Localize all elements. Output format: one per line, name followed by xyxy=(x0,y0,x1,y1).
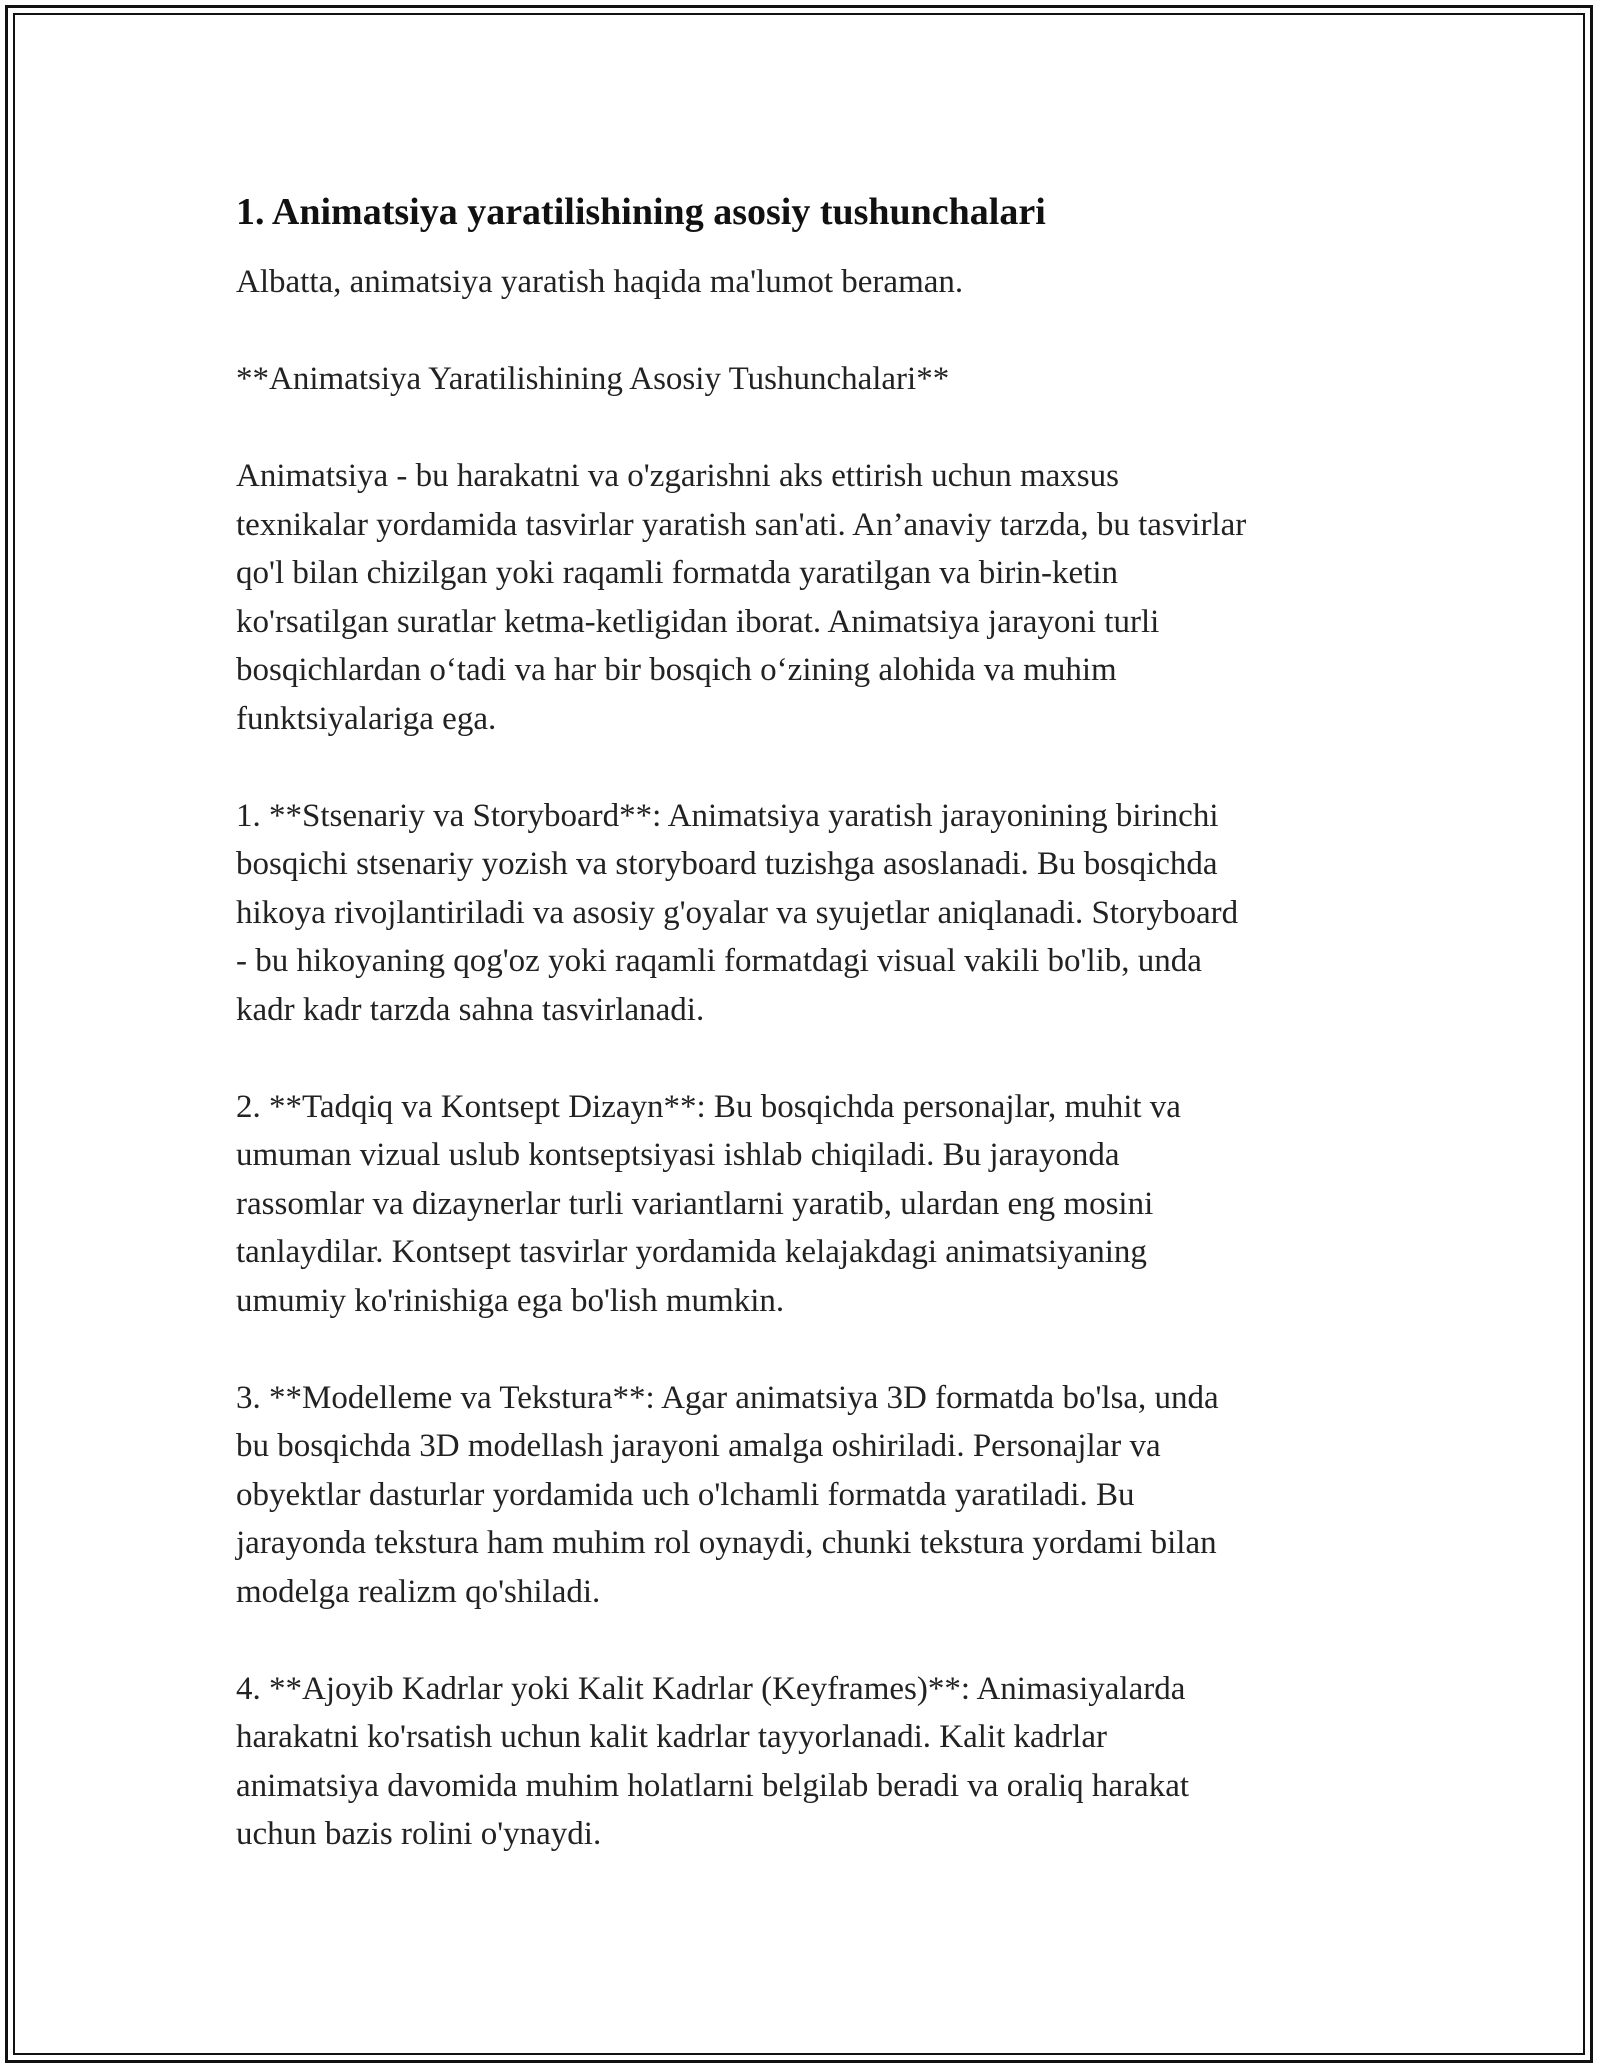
step-1-paragraph: 1. **Stsenariy va Storyboard**: Animatsiya yaratish jarayonining birinchi bosqichi stsenariy yozish va storyboard tuzishga asoslanadi. Bu bosqichda hikoya rivojlantiriladi va asosiy g'oyalar va syujetlar aniqlanadi. Storyboard - bu hikoyaning qog'oz yoki raqamli formatdagi visual vakili bo'lib, unda kadr kadr tarzda sahna tasvirlanadi. xyxy=(236,797,1239,1028)
step-4-paragraph: 4. **Ajoyib Kadrlar yoki Kalit Kadrlar (Keyframes)**: Animasiyalarda harakatni ko'rsatish uchun kalit kadrlar tayyorlanadi. Kalit kadrlar animatsiya davomida muhim holatlarni belgilab beradi va oraliq harakat uchun bazis rolini o'ynaydi. xyxy=(236,1670,1190,1852)
definition-paragraph: Animatsiya - bu harakatni va o'zgarishni aks ettirish uchun maxsus texnikalar yordamida tasvirlar yaratish san'ati. An’anaviy tarzda, bu tasvirlar qo'l bilan chizilgan yoki raqamli formatda yaratilgan va birin-ketin ko'rsatilgan suratlar ketma-ketligidan iborat. Animatsiya jarayoni turli bosqichlardan o‘tadi va har bir bosqich o‘zining alohida va muhim funktsiyalariga ega. xyxy=(236,458,1247,737)
intro-paragraph: Albatta, animatsiya yaratish haqida ma'lumot beraman. xyxy=(236,264,964,300)
section-heading: 1. Animatsiya yaratilishining asosiy tushunchalari xyxy=(236,191,1046,233)
document-body xyxy=(236,180,1366,1859)
step-3-paragraph: 3. **Modelleme va Tekstura**: Agar animatsiya 3D formatda bo'lsa, unda bu bosqichda 3D modellash jarayoni amalga oshiriladi. Personajlar va obyektlar dasturlar yordamida uch o'lchamli formatda yaratiladi. Bu jarayonda tekstura ham muhim rol oynaydi, chunki tekstura yordami bilan modelga realizm qo'shiladi. xyxy=(236,1379,1219,1610)
step-2-paragraph: 2. **Tadqiq va Kontsept Dizayn**: Bu bosqichda personajlar, muhit va umuman vizual uslub kontseptsiyasi ishlab chiqiladi. Bu jarayonda rassomlar va dizaynerlar turli variantlarni yaratib, ulardan eng mosini tanlaydilar. Kontsept tasvirlar yordamida kelajakdagi animatsiyaning umumiy ko'rinishiga ega bo'lish mumkin. xyxy=(236,1088,1181,1319)
subtitle-paragraph: **Animatsiya Yaratilishining Asosiy Tushunchalari** xyxy=(236,361,950,397)
